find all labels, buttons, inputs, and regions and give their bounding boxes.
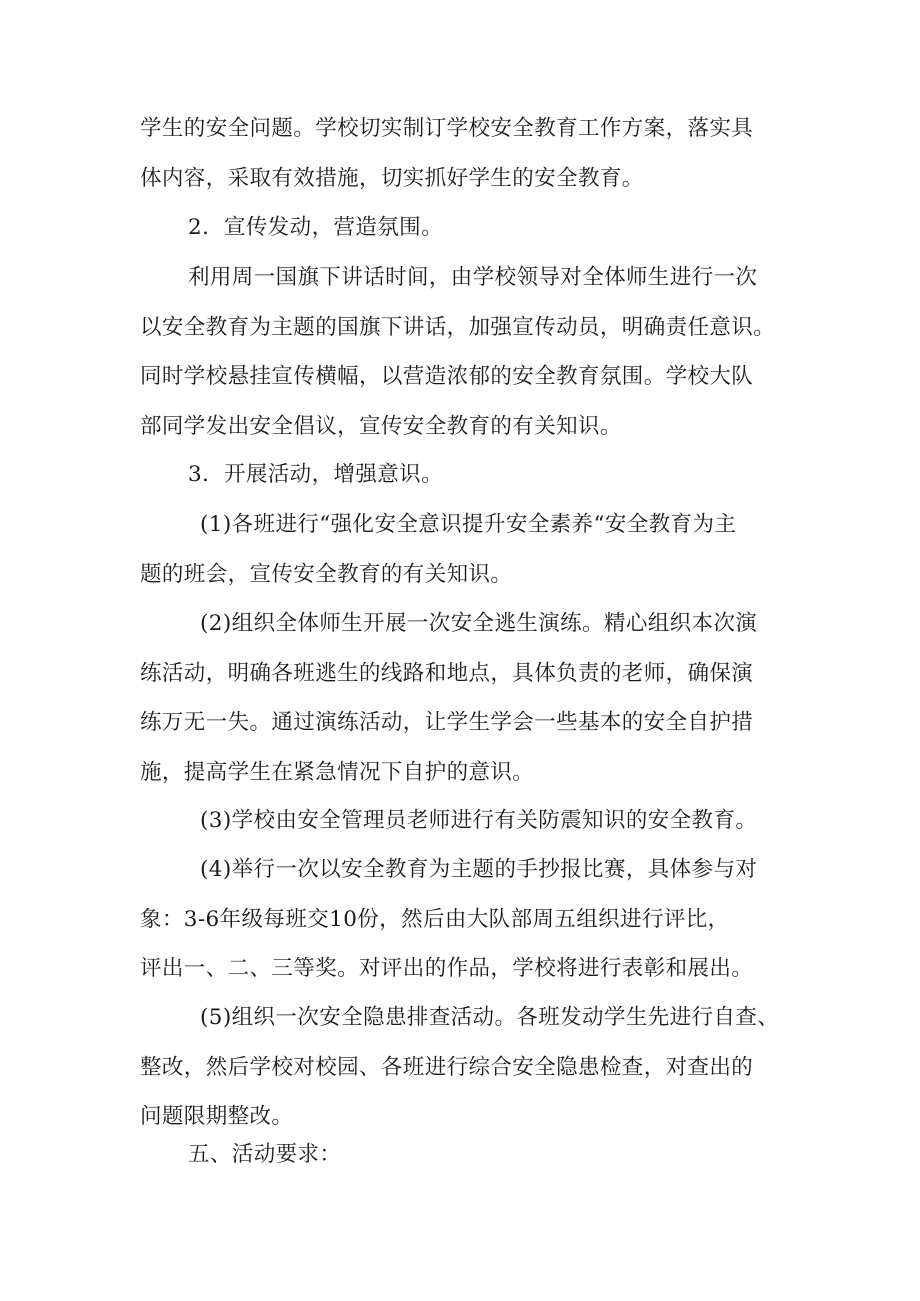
text-line: 同时学校悬挂宣传横幅，以营造浓郁的安全教育氛围。学校大队 — [140, 364, 754, 389]
text-line: (2)组织全体师生开展一次安全逃生演练。精心组织本次演 — [200, 611, 758, 636]
text-line: 部同学发出安全倡议，宣传安全教育的有关知识。 — [140, 413, 622, 439]
text-line: 利用周一国旗下讲话时间，由学校领导对全体师生进行一次 — [188, 265, 758, 290]
text-line: (4)举行一次以安全教育为主题的手抄报比赛，具体参与对 — [200, 857, 758, 882]
section-heading-publicity — [188, 203, 843, 253]
text-line: 象：3-6年级每班交10份，然后由大队部周五组织进行评比， — [140, 906, 730, 932]
section-heading-requirements — [188, 1130, 843, 1180]
list-item-handwritten-newspaper — [140, 845, 795, 994]
text-line: 整改，然后学校对校园、各班进行综合安全隐患检查，对查出的 — [140, 1054, 754, 1080]
text-line: 五、活动要求： — [188, 1142, 342, 1167]
text-line: 问题限期整改。 — [140, 1104, 294, 1129]
list-item-hazard-inspection — [140, 993, 795, 1142]
text-line: 以安全教育为主题的国旗下讲话，加强宣传动员，明确责任意识。 — [140, 314, 776, 340]
text-line: 练活动，明确各班逃生的线路和地点，具体负责的老师，确保演 — [140, 660, 754, 686]
list-item-evacuation-drill — [140, 599, 795, 797]
text-line: 题的班会，宣传安全教育的有关知识。 — [140, 561, 513, 587]
text-line: 体内容，采取有效措施，切实抓好学生的安全教育。 — [140, 165, 644, 191]
text-line: (1)各班进行“强化安全意识提升安全素养“安全教育为主 — [200, 512, 737, 537]
text-line: 学生的安全问题。学校切实制订学校安全教育工作方案，落实具 — [140, 116, 754, 141]
text-line: 练万无一失。通过演练活动，让学生学会一些基本的安全自护措 — [140, 710, 754, 735]
text-line: 施，提高学生在紧急情况下自护的意识。 — [140, 759, 535, 785]
section-heading-activities — [188, 450, 843, 500]
text-line: 2．宣传发动，营造氛围。 — [188, 215, 443, 240]
text-line: 3．开展活动，增强意识。 — [188, 462, 443, 487]
paragraph-flag-speech — [140, 253, 795, 451]
paragraph-safety-plan — [140, 104, 795, 203]
text-line: (5)组织一次安全隐患排查活动。各班发动学生先进行自查、 — [200, 1005, 780, 1030]
list-item-earthquake-education — [140, 796, 795, 846]
text-line: 评出一、二、三等奖。对评出的作品，学校将进行表彰和展出。 — [140, 956, 754, 981]
list-item-class-meeting — [140, 500, 795, 599]
text-line: (3)学校由安全管理员老师进行有关防震知识的安全教育。 — [200, 808, 758, 833]
